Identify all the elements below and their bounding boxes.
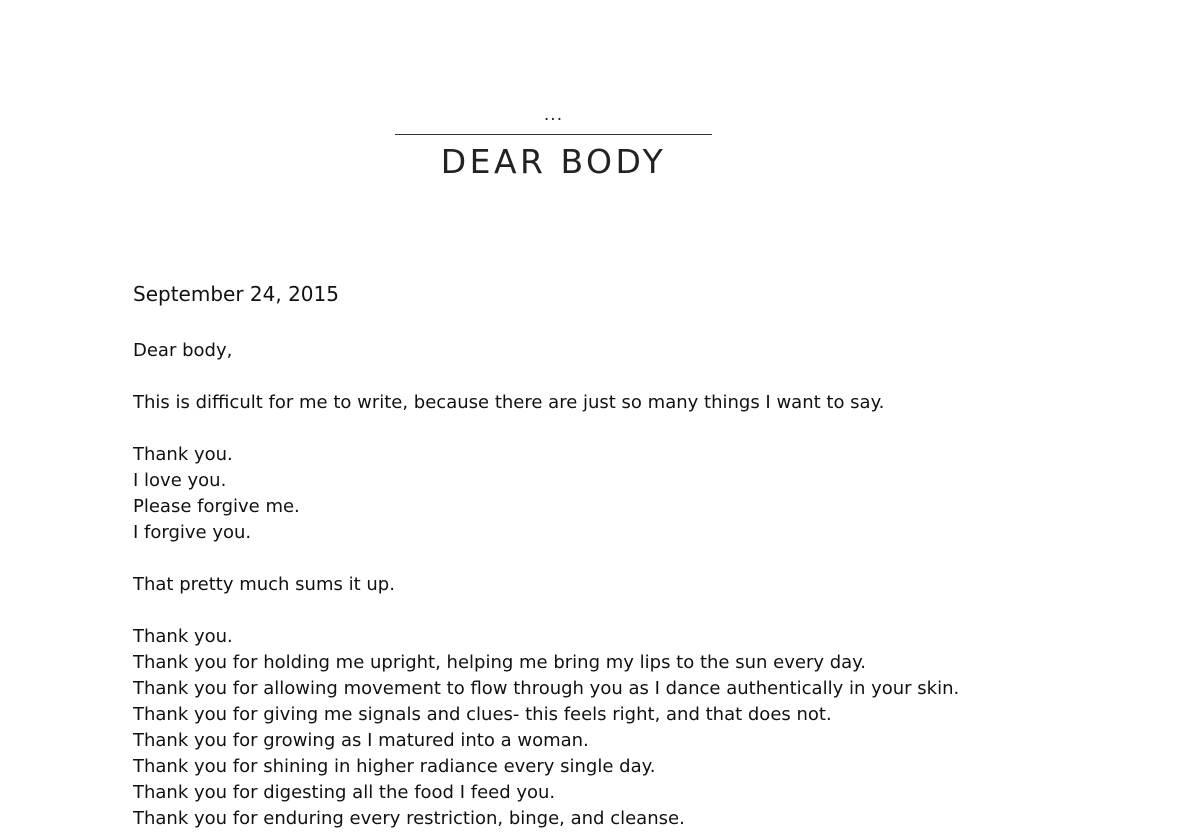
thanks-line: Thank you. (133, 626, 233, 647)
page-title: DEAR BODY (440, 142, 667, 181)
header-rule (395, 134, 712, 135)
thanks-line: Thank you for allowing movement to flow through you as I dance authentically in your skin. (133, 678, 960, 699)
thanks-line: Thank you for shining in higher radiance every single day. (133, 756, 656, 777)
thanks-line: Thank you for digesting all the food I feed you. (133, 782, 556, 803)
thanks-line: Thank you for enduring every restriction, binge, and cleanse. (133, 808, 685, 829)
thanks-line: Thank you for growing as I matured into a woman. (133, 730, 589, 751)
header-ellipsis: ... (543, 105, 564, 125)
thanks-line: Thank you for holding me upright, helping me bring my lips to the sun every day. (133, 652, 866, 673)
mantra-line: Thank you. (133, 444, 233, 465)
letter-body (133, 280, 1163, 838)
mantra-line: I forgive you. (133, 522, 252, 543)
mantra-block (133, 442, 1163, 546)
thanks-line: Thank you for giving me signals and clues- this feels right, and that does not. (133, 704, 832, 725)
summary-paragraph: That pretty much sums it up. (133, 574, 395, 595)
letter-date: September 24, 2015 (133, 282, 339, 306)
salutation: Dear body, (133, 340, 233, 361)
mantra-line: I love you. (133, 470, 227, 491)
thanks-block (133, 624, 1163, 832)
intro-paragraph: This is difficult for me to write, because there are just so many things I want to say. (133, 392, 885, 413)
mantra-line: Please forgive me. (133, 496, 300, 517)
page-header (395, 104, 712, 182)
